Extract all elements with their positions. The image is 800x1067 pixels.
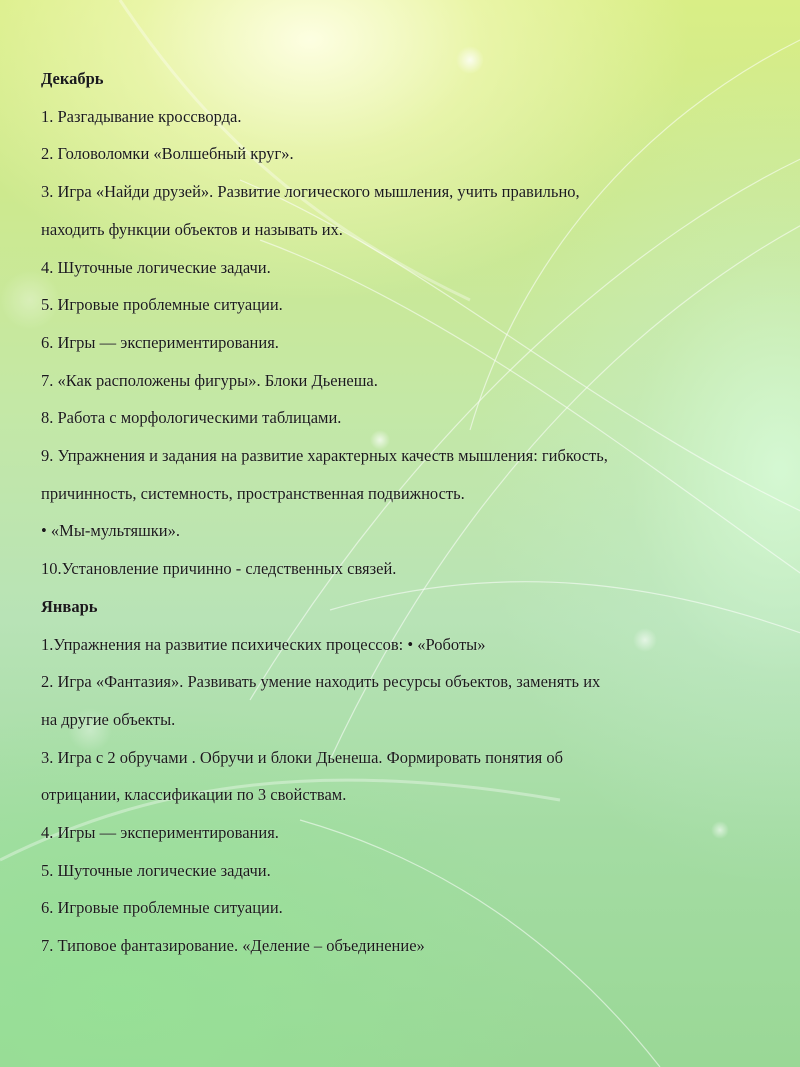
list-item: отрицании, классификации по 3 свойствам. <box>41 785 347 805</box>
document-content <box>41 60 771 965</box>
list-item: 3. Игра «Найди друзей». Развитие логического мышления, учить правильно, <box>41 182 580 202</box>
list-item: 5. Шуточные логические задачи. <box>41 860 271 880</box>
section-heading-december: Декабрь <box>41 69 104 88</box>
list-item: 7. Типовое фантазирование. «Деление – объединение» <box>41 936 425 956</box>
list-item: 3. Игра с 2 обручами . Обручи и блоки Дьенеша. Формировать понятия об <box>41 747 563 767</box>
list-item: 10.Установление причинно - следственных связей. <box>41 559 397 579</box>
list-item: 2. Игра «Фантазия». Развивать умение находить ресурсы объектов, заменять их <box>41 672 601 692</box>
list-item: причинность, системность, пространственная подвижность. <box>41 483 465 503</box>
list-item: на другие объекты. <box>41 709 176 729</box>
list-item: находить функции объектов и называть их. <box>41 219 343 239</box>
list-item: 1. Разгадывание кроссворда. <box>41 106 242 126</box>
list-item: 1.Упражнения на развитие психических процессов: • «Роботы» <box>41 634 486 654</box>
list-item: 9. Упражнения и задания на развитие характерных качеств мышления: гибкость, <box>41 446 608 466</box>
list-item: 8. Работа с морфологическими таблицами. <box>41 408 342 428</box>
list-item: 5. Игровые проблемные ситуации. <box>41 295 283 315</box>
list-item: 2. Головоломки «Волшебный круг». <box>41 144 294 164</box>
list-item: 4. Игры — экспериментирования. <box>41 823 279 843</box>
list-item: • «Мы-мультяшки». <box>41 521 181 541</box>
list-item: 6. Игровые проблемные ситуации. <box>41 898 283 918</box>
list-item: 6. Игры — экспериментирования. <box>41 332 279 352</box>
section-heading-january: Январь <box>41 596 98 616</box>
list-item: 4. Шуточные логические задачи. <box>41 257 271 277</box>
list-item: 7. «Как расположены фигуры». Блоки Дьенеша. <box>41 370 378 390</box>
